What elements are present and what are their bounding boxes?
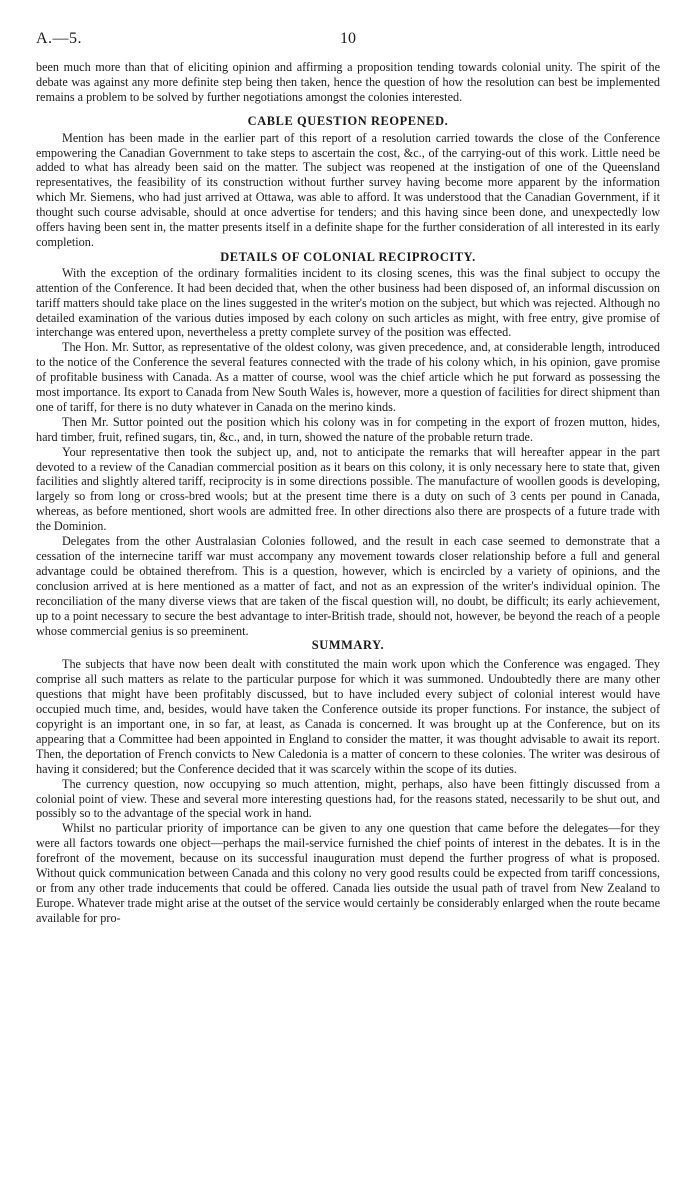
paragraph-summary-1: The subjects that have now been dealt with constituted the main work upon which the Conference was engaged. They comprise all such matters as relate to the particular purpose for which it was summoned. Undoubtedly there are many other questions that might have been profitably discussed, but to have included every subject of colonial interest would have occupied much time, and, besides, would have taken the Conference outside its proper functions. For instance, the subject of copyright is an important one, in so far, at least, as Canada is concerned. It was brought up at the Conference, but on its appearing that a Committee had been appointed in England to consider the matter, it was thought advisable to await its report. Then, the deportation of French convicts to New Caledonia is a matter of concern to these colonies. The writer was desirous of having it considered; but the Conference decided that it was scarcely within the scope of its duties. [36,657,660,776]
paragraph-reciprocity-2: The Hon. Mr. Suttor, as representative of the oldest colony, was given precedence, and, at considerable length, introduced to the notice of the Conference the several features connected with the trade of his colony which, in his opinion, gave promise of profitable business with Canada. As a matter of course, wool was the chief article which he put forward as possessing the most importance. Its export to Canada from New South Wales is, however, more a question of facilities for direct shipment than one of tariff, for there is no duty whatever in Canada on the merino kinds. [36,340,660,414]
document-body [36,60,660,926]
paragraph-reciprocity-4: Your representative then took the subject up, and, not to anticipate the remarks that will hereafter appear in the part devoted to a review of the Canadian commercial position as it bears on this colony, it is only necessary here to state that, given facilities and slightly altered tariff, reciprocity is in some directions possible. The manufacture of woollen goods is developing, largely so from long or cross-bred wools; but at the present time there is a duty on such of 3 cents per pound in Canada, whereas, as before mentioned, short wools are admitted free. In other directions also there are prospects of a future trade with the Dominion. [36,444,660,534]
paragraph-reciprocity-5: Delegates from the other Australasian Colonies followed, and the result in each case seemed to demonstrate that a cessation of the internecine tariff war must accompany any movement towards closer relationship before a full and general advantage could be obtained therefrom. This is a question, however, which is encircled by a variety of opinions, and the conclusion arrived at is here mentioned as a matter of fact, and not as an expression of the writer's individual opinion. The reconciliation of the many diverse views that are taken of the fiscal question will, no doubt, be difficult; its early achievement, up to a point necessary to secure the best advantage to inter-British trade, should not, however, be beyond the reach of a people whose commercial genius is so preeminent. [36,534,660,638]
paragraph-summary-3: Whilst no particular priority of importance can be given to any one question that came before the delegates—for they were all factors towards one object—perhaps the mail-service furnished the chief points of interest in the debates. It is in the forefront of the movement, because on its successful inauguration must depend the further progress of what is proposed. Without quick communication between Canada and this colony no very good results could be expected from tariff concessions, or from any other trade inducements that could be offered. Canada lies outside the usual path of travel from New Zealand to Europe. Whatever trade might arise at the outset of the service would certainly be considerably enlarged when the route became available for pro- [36,821,660,925]
paragraph-cable: Mention has been made in the earlier part of this report of a resolution carried towards the close of the Conference empowering the Canadian Government to take steps to ascertain the cost, &c., of the carrying-out of this work. Little need be added to what has already been said on the matter. The subject was reopened at the instigation of one of the Queensland representatives, the feasibility of its construction without further survey having become more apparent by the information which Mr. Siemens, who had just arrived at Ottawa, was able to afford. It was understood that the Canadian Government, if it thought such course advisable, should at once advertise for tenders; and this having since been done, and unexpectedly low offers having been sent in, the matter presents itself in a definite shape for the further consideration of all interested in its early completion. [36,130,660,249]
page-header [36,30,660,60]
document-reference: A.—5. [36,30,83,47]
document-page [36,30,660,926]
heading-colonial-reciprocity: DETAILS OF COLONIAL RECIPROCITY. [220,249,476,264]
paragraph-intro: been much more than that of eliciting opinion and affirming a proposition tending towards colonial unity. The spirit of the debate was against any more definite step being then taken, hence the question of how the resolution can best be implemented remains a problem to be solved by further negotiations amongst the colonies interested. [36,60,660,104]
paragraph-summary-2: The currency question, now occupying so much attention, might, perhaps, also have been fittingly discussed from a colonial point of view. These and several more interesting questions had, for the reasons stated, necessarily to be shut out, and possibly so to the advantage of the special work in hand. [36,776,660,821]
heading-summary: SUMMARY. [311,638,385,653]
heading-cable-question: CABLE QUESTION REOPENED. [247,113,449,128]
paragraph-reciprocity-1: With the exception of the ordinary formalities incident to its closing scenes, this was the final subject to occupy the attention of the Conference. It had been decided that, when the other business had been disposed of, an informal discussion on tariff matters should take place on the lines suggested in the writer's motion on the subject, but which was rejected. Although no detailed examination of the various duties imposed by each colony on such articles as might, with free entry, give promise of interchange was entered upon, nevertheless a pretty complete survey of the position was effected. [36,265,660,340]
paragraph-reciprocity-3: Then Mr. Suttor pointed out the position which his colony was in for competing in the export of frozen mutton, hides, hard timber, fruit, refined sugars, tin, &c., and, in turn, showed the nature of the probable return trade. [36,414,660,444]
page-number: 10 [340,30,356,47]
